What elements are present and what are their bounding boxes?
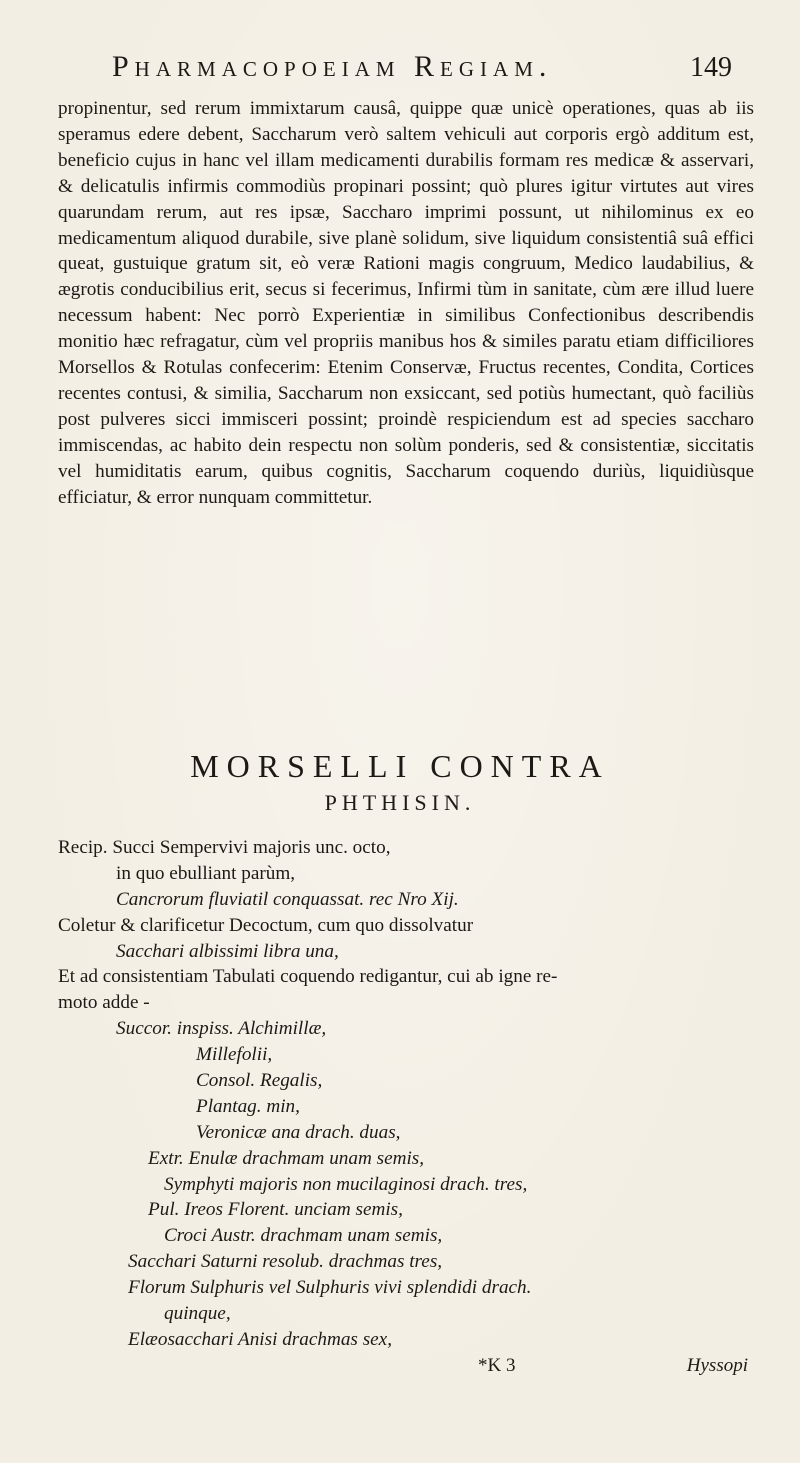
recipe-line: Elæosacchari Anisi drachmas sex, [128,1328,392,1350]
page-number: 149 [690,52,732,83]
recipe-line: Croci Austr. drachmam unam semis, [164,1225,443,1247]
page-footer [58,1355,758,1385]
running-head [82,50,740,90]
recipe-line: Symphyti majoris non mucilaginosi drach. tres, [164,1173,528,1195]
recipe-line: quinque, [164,1303,231,1325]
section-subheading: PHTHISIN. [324,790,476,815]
section-heading: MORSELLI CONTRA [190,748,610,784]
recipe-line: Consol. Regalis, [196,1070,323,1092]
signature-mark: *K 3 [478,1355,516,1376]
recipe-line: moto adde - [58,992,150,1014]
recipe-line: Veronicæ ana drach. duas, [196,1121,401,1143]
recipe-line: in quo ebulliant parùm, [116,862,296,884]
body-paragraph: propinentur, sed rerum immixtarum causâ, quippe quæ unicè operationes, quas ab iis speramus edere debent, Saccharum verò saltem vehiculi aut corporis ergò additum est, beneficio cujus in hanc vel illam medicamenti durabilis formam res medicæ & asservari, & delicatulis infirmis commodiùs propinari possint; quò plures igitur virtutes aut vires quarundam rerum, aut res ipsæ, Saccharo imprimi possunt, ut nihilominus ex eo medicamentum aliquod durabile, sive planè solidum, sive liquidum consistentiâ suâ effici queat, gustuique gratum sit, eò veræ Rationi magis congruum, Medico laudabilius, & ægrotis conducibilius erit, secus si fecerimus, Infirmi tùm in sanitate, cùm ære illud luere necessum habent: Nec porrò Experientiæ in similibus Confectionibus describendis monitio hæc refragatur, cùm vel propriis manibus hos & similes paratu etiam difficiliores Morsellos & Rotulas confecerim: Etenim Conservæ, Fructus recentes, Condita, Cortices recentes contusi, & similia, Saccharum non exsiccant, sed potiùs humectant, quò faciliùs post pulveres sicci immisceri possint; proindè respiciendum est ad species saccharo immiscendas, ac habito dein respectu non solùm ponderis, sed & consistentiæ, siccitatis vel humiditatis earum, quibus cognitis, Saccharum coquendo duriùs, liquidiùsque efficiatur, & error nunquam committetur. [58,98,754,508]
recipe-line: Florum Sulphuris vel Sulphuris vivi splendidi drach. [128,1277,532,1299]
running-title: Pharmacopoeiam Regiam. [112,50,553,83]
recipe-line: Millefolii, [196,1044,273,1066]
recipe-block [58,835,758,1353]
recipe-line: Plantag. min, [196,1095,300,1117]
recipe-line: Sacchari albissimi libra una, [116,940,339,962]
catchword: Hyssopi [686,1355,748,1376]
recipe-line: Sacchari Saturni resolub. drachmas tres, [128,1251,443,1273]
recipe-line: Coletur & clarificetur Decoctum, cum quo dissolvatur [58,914,474,936]
recipe-line: Et ad consistentiam Tabulati coquendo redigantur, cui ab igne re- [58,966,558,988]
recipe-line: Cancrorum fluviatil conquassat. rec Nro Xij. [116,888,459,910]
recipe-line: Pul. Ireos Florent. unciam semis, [148,1199,403,1221]
recipe-line: Extr. Enulæ drachmam unam semis, [148,1147,425,1169]
recipe-line: Succor. inspiss. Alchimillæ, [116,1018,327,1040]
recipe-line: Recip. Succi Sempervivi majoris unc. octo, [58,837,391,858]
